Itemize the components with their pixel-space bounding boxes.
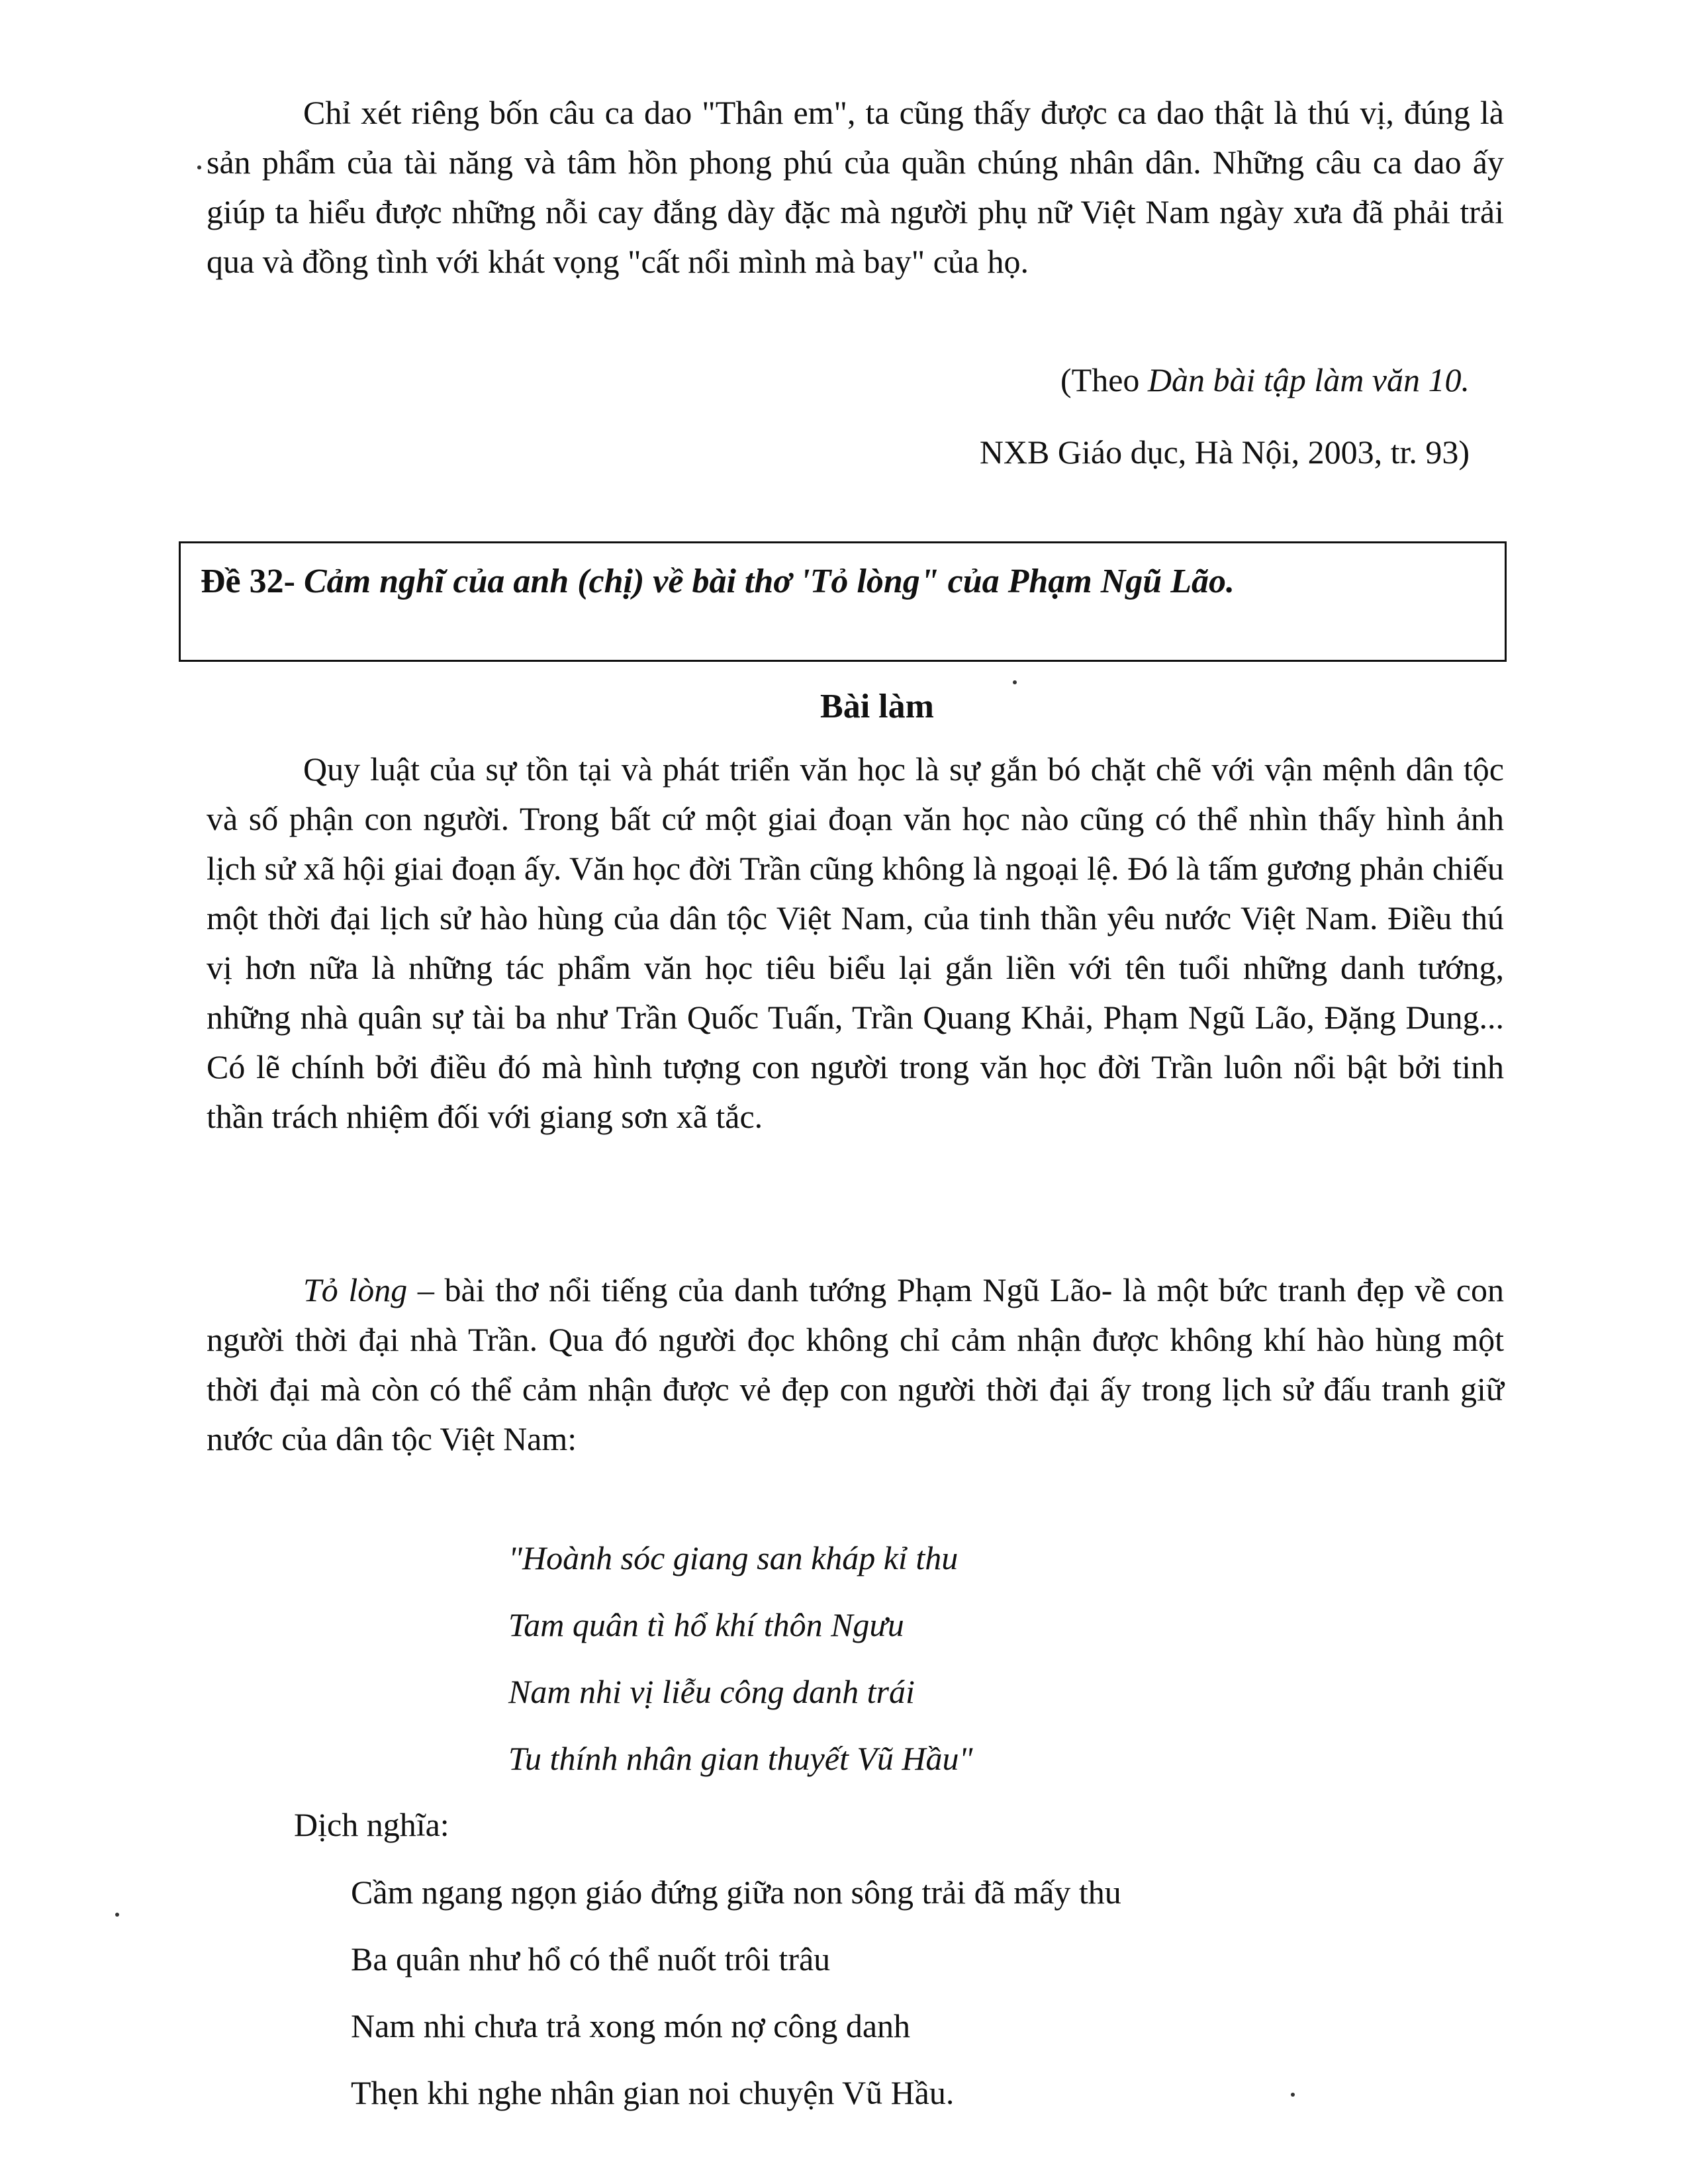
translation-line: Nam nhi chưa trả xong món nợ công danh — [351, 2007, 911, 2044]
poem-original — [508, 1533, 973, 1801]
scan-speck — [1013, 680, 1017, 684]
essay-heading: Bài làm — [820, 688, 934, 725]
scan-speck — [197, 165, 201, 169]
exam-question-box — [179, 541, 1507, 662]
poem-line: "Hoành sóc giang san kháp kỉ thu — [508, 1539, 959, 1576]
source-book-title: Dàn bài tập làm văn 10. — [1147, 361, 1470, 398]
source-citation-line-2: NXB Giáo dục, Hà Nội, 2003, tr. 93) — [979, 433, 1470, 471]
intro-paragraph: Chỉ xét riêng bốn câu ca dao "Thân em", ta cũng thấy được ca dao thật là thú vị, đúng là sản phẩm của tài năng và tâm hồn phong phú của quần chúng nhân dân. Những câu ca dao ấy giúp ta hiểu được những nỗi cay đắng dày đặc mà người phụ nữ Việt Nam ngày xưa đã phải trải qua và đồng tình với khát vọng "cất nổi mình mà bay" của họ. — [207, 94, 1504, 280]
essay-paragraph-2 — [207, 1265, 1504, 1464]
exam-label: Đề 32- — [201, 563, 295, 600]
poem-title-reference: Tỏ lòng — [303, 1271, 408, 1308]
translation-line: Ba quân như hổ có thể nuốt trôi trâu — [351, 1940, 831, 1978]
exam-title: Cảm nghĩ của anh (chị) về bài thơ 'Tỏ lòng" của Phạm Ngũ Lão. — [303, 563, 1235, 600]
essay-paragraph-1: Quy luật của sự tồn tại và phát triển văn học là sự gắn bó chặt chẽ với vận mệnh dân tộc và số phận con người. Trong bất cứ một giai đoạn văn học nào cũng có thể nhìn thấy hình ảnh lịch sử xã hội giai đoạn ấy. Văn học đời Trần cũng không là ngoại lệ. Đó là tấm gương phản chiếu một thời đại lịch sử hào hùng của dân tộc Việt Nam, của tinh thần yêu nước Việt Nam. Điều thú vị hơn nữa là những tác phẩm văn học tiêu biểu lại gắn liền với tên tuổi những danh tướng, những nhà quân sự tài ba như Trần Quốc Tuấn, Trần Quang Khải, Phạm Ngũ Lão, Đặng Dung... Có lẽ chính bởi điều đó mà hình tượng con người trong văn học đời Trần luôn nổi bật bởi tinh thần trách nhiệm đối với giang sơn xã tắc. — [207, 751, 1504, 1135]
translation-label: Dịch nghĩa: — [294, 1806, 449, 1843]
translation-line: Cầm ngang ngọn giáo đứng giữa non sông trải đã mấy thu — [351, 1874, 1121, 1911]
poem-line: Tam quân tì hổ khí thôn Ngưu — [508, 1606, 904, 1643]
poem-line: Nam nhi vị liễu công danh trái — [508, 1673, 915, 1710]
poem-translation — [351, 1868, 1121, 2135]
source-prefix: (Theo — [1060, 361, 1148, 398]
source-citation-line-1 — [741, 355, 1470, 405]
scan-speck — [1291, 2093, 1295, 2097]
scan-speck — [115, 1913, 119, 1917]
essay-paragraph-2-text: – bài thơ nổi tiếng của danh tướng Phạm Ngũ Lão- là một bức tranh đẹp về con người thời đại nhà Trần. Qua đó người đọc không chỉ cảm nhận được không khí hào hùng một thời đại mà còn có thể cảm nhận được vẻ đẹp con người thời đại ấy trong lịch sử đấu tranh giữ nước của dân tộc Việt Nam: — [207, 1271, 1504, 1457]
poem-line: Tu thính nhân gian thuyết Vũ Hầu" — [508, 1740, 973, 1777]
translation-line: Thẹn khi nghe nhân gian noi chuyện Vũ Hầu. — [351, 2074, 955, 2111]
